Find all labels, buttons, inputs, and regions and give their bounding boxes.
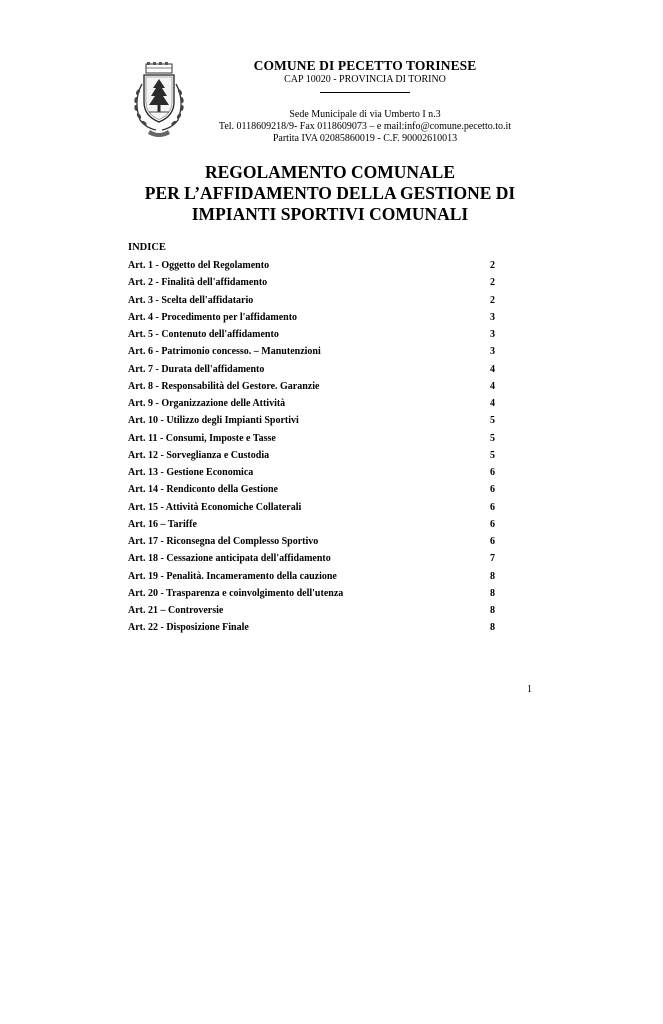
toc-item <box>128 363 498 380</box>
toc-item <box>128 414 498 431</box>
municipality-name: COMUNE DI PECETTO TORINESE <box>253 58 477 73</box>
toc-item-page: 3 <box>490 346 495 358</box>
toc-item <box>128 380 498 397</box>
toc-item <box>128 432 498 449</box>
toc-item <box>128 345 498 362</box>
toc-item-page: 3 <box>490 329 495 340</box>
toc-item <box>128 276 498 293</box>
toc-item <box>128 621 498 638</box>
toc-item-page: 8 <box>490 622 495 634</box>
toc-item-page: 4 <box>490 398 495 409</box>
toc-item-label: Art. 21 – Controversie <box>128 605 224 616</box>
toc-item-page: 6 <box>490 484 495 496</box>
toc-item <box>128 587 498 604</box>
toc-item <box>128 259 498 276</box>
header-divider <box>320 92 410 93</box>
index-heading: INDICE <box>128 242 166 253</box>
toc-item-label: Art. 14 - Rendiconto della Gestione <box>128 484 278 496</box>
toc-item-page: 2 <box>490 260 495 271</box>
toc-item-label: Art. 16 – Tariffe <box>128 518 197 530</box>
toc-item-page: 2 <box>490 277 495 289</box>
office-address: Sede Municipale di via Umberto I n.3 <box>289 109 441 120</box>
toc-item-page: 4 <box>490 380 495 392</box>
toc-item-label: Art. 6 - Patrimonio concesso. – Manutenzioni <box>128 346 321 358</box>
toc-item-page: 2 <box>490 294 495 306</box>
toc-item-page: 8 <box>490 605 495 616</box>
toc-item <box>128 311 498 328</box>
toc-item <box>128 397 498 414</box>
toc-item-label: Art. 1 - Oggetto del Regolamento <box>128 260 270 271</box>
document-title <box>100 162 560 225</box>
postal-province-line: CAP 10020 - PROVINCIA DI TORINO <box>284 74 446 85</box>
toc-item <box>128 518 498 535</box>
toc-item-label: Art. 10 - Utilizzo degli Impianti Sportivi <box>128 415 299 427</box>
letterhead <box>200 58 530 145</box>
toc-item-page: 6 <box>490 467 495 478</box>
toc-item-page: 7 <box>490 553 495 565</box>
toc-item-page: 5 <box>490 449 495 461</box>
toc-item-page: 3 <box>490 311 495 323</box>
toc-item-page: 6 <box>490 536 495 547</box>
coat-of-arms-icon <box>128 62 190 140</box>
toc-item-label: Art. 8 - Responsabilità del Gestore. Garanzie <box>128 380 320 392</box>
toc-item <box>128 535 498 552</box>
toc-item-label: Art. 13 - Gestione Economica <box>128 467 254 478</box>
toc-item-page: 5 <box>490 415 495 427</box>
toc-item-label: Art. 12 - Sorveglianza e Custodia <box>128 449 270 461</box>
toc-item-page: 4 <box>490 363 495 375</box>
toc-item-label: Art. 9 - Organizzazione delle Attività <box>128 398 286 409</box>
toc-item-label: Art. 15 - Attività Economiche Collaterali <box>128 501 302 513</box>
title-line-3: IMPIANTI SPORTIVI COMUNALI <box>191 204 469 224</box>
toc-item-label: Art. 22 - Disposizione Finale <box>128 622 249 634</box>
toc-item <box>128 501 498 518</box>
toc-item <box>128 294 498 311</box>
toc-item <box>128 570 498 587</box>
toc-item-page: 5 <box>490 432 495 444</box>
toc-item <box>128 449 498 466</box>
tax-id-line: Partita IVA 02085860019 - C.F. 90002610013 <box>272 133 458 144</box>
toc-item-page: 6 <box>490 501 495 513</box>
toc-item-label: Art. 3 - Scelta dell'affidatario <box>128 294 254 306</box>
toc-item-page: 8 <box>490 570 495 582</box>
toc-item-label: Art. 5 - Contenuto dell'affidamento <box>128 329 279 340</box>
toc-item-label: Art. 20 - Trasparenza e coinvolgimento dell'utenza <box>128 587 344 599</box>
page-number: 1 <box>527 684 532 695</box>
title-line-1: REGOLAMENTO COMUNALE <box>204 162 456 182</box>
toc-item-label: Art. 19 - Penalità. Incameramento della cauzione <box>128 570 337 582</box>
toc-item <box>128 604 498 621</box>
toc-item-page: 8 <box>490 587 495 599</box>
toc-item-label: Art. 18 - Cessazione anticipata dell'affidamento <box>128 553 331 565</box>
toc-item-label: Art. 17 - Riconsegna del Complesso Sportivo <box>128 536 319 547</box>
toc-item <box>128 328 498 345</box>
toc-item-label: Art. 11 - Consumi, Imposte e Tasse <box>128 432 276 444</box>
toc-item <box>128 483 498 500</box>
title-line-2: PER L’AFFIDAMENTO DELLA GESTIONE DI <box>144 183 516 203</box>
toc-item <box>128 466 498 483</box>
toc-item-label: Art. 4 - Procedimento per l'affidamento <box>128 311 298 323</box>
contact-line: Tel. 0118609218/9- Fax 0118609073 – e mail:info@comune.pecetto.to.it <box>218 121 512 132</box>
table-of-contents <box>128 259 498 639</box>
toc-item-page: 6 <box>490 518 495 530</box>
toc-item-label: Art. 7 - Durata dell'affidamento <box>128 363 265 375</box>
toc-item <box>128 552 498 569</box>
toc-item-label: Art. 2 - Finalità dell'affidamento <box>128 277 268 289</box>
